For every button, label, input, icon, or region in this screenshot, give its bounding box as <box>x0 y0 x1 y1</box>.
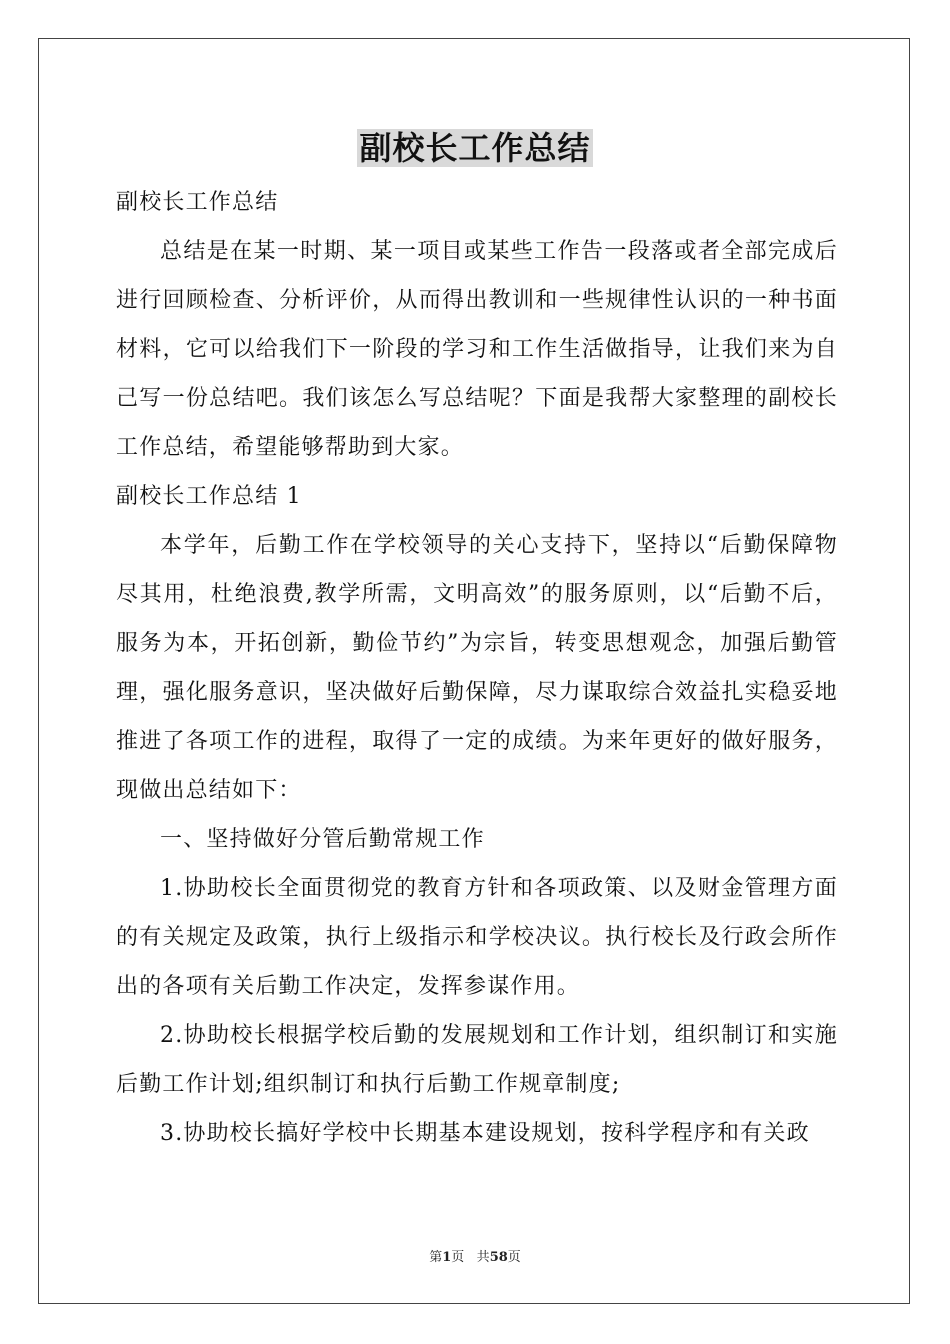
total-pages-number: 58 <box>489 1250 508 1265</box>
paragraph: 3.协助校长搞好学校中长期基本建设规划，按科学程序和有关政 <box>160 1121 810 1146</box>
paragraph: 1.协助校长全面贯彻党的教育方针和各项政策、以及财金管理方面的有关规定及政策，执行上级指示和学校决议。执行校长及行政会所作出的各项有关后勤工作决定，发挥参谋作用。 <box>116 876 838 999</box>
page-footer <box>0 1246 950 1265</box>
total-prefix: 共 <box>476 1250 490 1265</box>
current-page-number: 1 <box>442 1250 452 1265</box>
paragraph: 副校长工作总结 <box>116 190 279 215</box>
page-suffix: 页 <box>451 1250 465 1265</box>
paragraph: 2.协助校长根据学校后勤的发展规划和工作计划，组织制订和实施后勤工作计划;组织制订和执行后勤工作规章制度; <box>116 1023 838 1097</box>
total-suffix: 页 <box>507 1250 521 1265</box>
paragraph: 副校长工作总结 1 <box>116 484 302 509</box>
document-title <box>0 128 950 168</box>
page-prefix: 第 <box>429 1250 443 1265</box>
paragraph: 一、坚持做好分管后勤常规工作 <box>160 827 485 852</box>
document-title-text: 副校长工作总结 <box>359 129 591 167</box>
paragraph: 总结是在某一时期、某一项目或某些工作告一段落或者全部完成后进行回顾检查、分析评价，从而得出教训和一些规律性认识的一种书面材料，它可以给我们下一阶段的学习和工作生活做指导，让我们来为自己写一份总结吧。我们该怎么写总结呢？下面是我帮大家整理的副校长工作总结，希望能够帮助到大家。 <box>116 239 838 460</box>
paragraph: 本学年，后勤工作在学校领导的关心支持下，坚持以“后勤保障物尽其用，杜绝浪费,教学所需，文明高效”的服务原则，以“后勤不后，服务为本，开拓创新，勤俭节约”为宗旨，转变思想观念，加强后勤管理，强化服务意识，坚决做好后勤保障，尽力谋取综合效益扎实稳妥地推进了各项工作的进程，取得了一定的成绩。为来年更好的做好服务，现做出总结如下： <box>116 533 838 803</box>
document-body <box>116 178 838 1158</box>
